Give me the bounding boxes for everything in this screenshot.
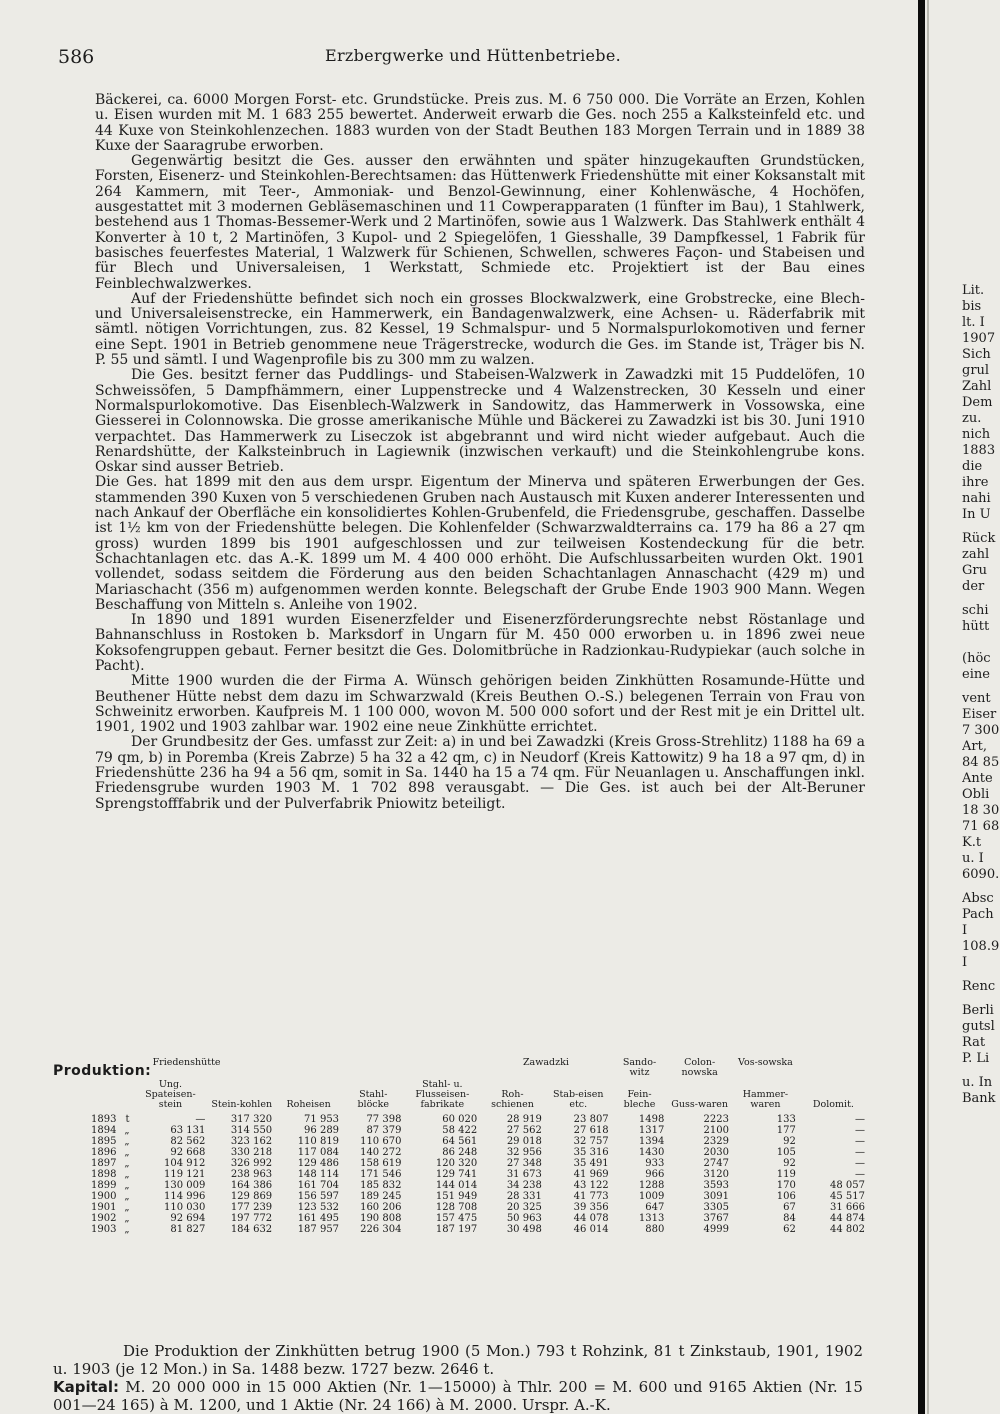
value-cell: 187 197 [435,1224,478,1235]
value-cell: 156 597 [297,1191,340,1202]
group-friedenshuette: Friedenshütte [152,1057,221,1068]
text-fragment: Lit. [962,283,985,298]
value-cell: 1394 [638,1136,665,1147]
value-cell: 27 348 [506,1158,542,1169]
text-fragment: Dem [962,395,993,410]
value-cell: 81 827 [170,1224,206,1235]
value-cell: 120 320 [435,1158,478,1169]
text-fragment: I [962,955,968,970]
value-cell: 71 953 [304,1114,340,1125]
table-row [88,1158,868,1169]
value-cell: 44 078 [573,1213,609,1224]
value-cell: 3091 [703,1191,729,1202]
value-cell: 20 325 [506,1202,542,1213]
unit-marker: „ [124,1202,130,1213]
value-cell: 31 673 [506,1169,542,1180]
year-cell: 1903 „ [91,1224,130,1235]
text-fragment: Ante [962,771,993,786]
capital-paragraph [53,1378,863,1414]
value-cell: — [855,1169,865,1180]
text-fragment: 1883 [962,443,996,458]
table-row [88,1224,868,1235]
table-row [88,1147,868,1158]
text-fragment: u. In [962,1075,993,1090]
value-cell: 3767 [703,1213,729,1224]
year-cell: 1897 „ [91,1158,130,1169]
value-cell: 30 498 [506,1224,542,1235]
value-cell: 104 912 [163,1158,206,1169]
table-row [88,1169,868,1180]
unit-marker: „ [124,1147,130,1158]
production-rows [88,1110,868,1235]
value-cell: 189 245 [360,1191,402,1202]
year-cell: 1893 t [91,1114,130,1125]
value-cell: 3593 [703,1180,729,1191]
value-cell: 226 304 [360,1224,402,1235]
text-fragment: nahi [962,491,991,506]
value-cell: 48 057 [830,1180,865,1191]
paragraph: In 1890 und 1891 wurden Eisenerzfelder und Eisenerzförderungsrechte nebst Röstanlage und Bahnanschluss in Rostoken b. Marksdorf in Ungarn für M. 450 000 erworben u. in 1896 zwei neue Koksofengruppen gebaut. Ferner besitzt die Ges. Dolomitbrüche in Radzionkau-Rudypiekar (auch solche in Pacht). [95,612,865,674]
text-fragment: 18 30 [962,803,1000,818]
column-header: Stab-eisen etc. [552,1089,604,1110]
value-cell: 238 963 [230,1169,273,1180]
value-cell: 933 [645,1158,665,1169]
value-cell: 170 [776,1180,796,1191]
column-header: Dolomit. [812,1099,854,1110]
unit-marker: „ [124,1136,130,1147]
value-cell: 50 963 [506,1213,542,1224]
paragraph: Mitte 1900 wurden die der Firma A. Wünsch gehörigen beiden Zinkhütten Rosamunde-Hütte und Beuthener Hütte nebst dem dazu im Schwarzwald (Kreis Beuthen O.-S.) belegenen Terrain von Frau von Schweinitz erworben. Kaufpreis M. 1 100 000, wovon M. 500 000 sofort und der Rest mit je ein Drittel ult. 1901, 1902 und 1903 zahlbar war. 1902 eine neue Zinkhütte errichtet. [95,673,865,736]
value-cell: 84 [783,1213,796,1224]
value-cell: 44 874 [830,1213,865,1224]
column-header: Ung. Spateisen-stein [145,1079,196,1110]
unit-marker: „ [124,1191,130,1202]
unit-marker: „ [124,1224,130,1235]
text-fragment: u. I [962,851,984,866]
value-cell: 62 [783,1224,796,1235]
value-cell: 326 992 [230,1158,273,1169]
running-title: Erzbergwerke und Hüttenbetriebe. [324,46,622,65]
text-fragment: (höc [962,651,991,666]
text-fragment: schi [962,603,989,618]
text-fragment: eine [962,667,990,682]
table-row [88,1191,868,1202]
text-fragment: die [962,459,983,474]
value-cell: 32 956 [506,1147,542,1158]
value-cell: 82 562 [170,1136,206,1147]
text-fragment: Absc [962,891,994,906]
value-cell: 45 517 [830,1191,865,1202]
production-label: Produktion: [53,1063,152,1079]
text-fragment: Bank [962,1091,996,1106]
text-fragment: Berli [962,1003,994,1018]
text-fragment: 84 85 [962,755,1000,770]
value-cell: 880 [645,1224,665,1235]
fragment-spacer [962,1067,1000,1075]
text-fragment: Eiser [962,707,997,722]
zinc-note: Die Produktion der Zinkhütten betrug 1900 (5 Mon.) 793 t Rohzink, 81 t Zinkstaub, 1901, 1902 u. 1903 (je 12 Mon.) in Sa. 1488 bezw. 1727 bezw. 2646 t. [53,1342,863,1378]
footer-text [53,1342,863,1414]
text-fragment: hütt [962,619,990,634]
text-fragment: gutsl [962,1019,995,1034]
value-cell: 128 708 [435,1202,478,1213]
text-fragment: Renc [962,979,996,994]
adjacent-page-fragment [962,283,1000,1373]
text-fragment: bis [962,299,982,314]
value-cell: 92 [783,1158,796,1169]
value-cell: 119 [776,1169,796,1180]
value-cell: — [855,1125,865,1136]
value-cell: 129 869 [230,1191,273,1202]
fragment-spacer [962,971,1000,979]
paragraph: Auf der Friedenshütte befindet sich noch ein grosses Blockwalzwerk, eine Grobstrecke, eine Blech- und Universaleisenstrecke, ein Hammerwerk, ein Bandagenwalzwerk, eine Achsen- u. Räderfabrik mit sämtl. nötigen Vorrichtungen, zus. 82 Kessel, 19 Schmalspur- und 5 Normalspurlokomotiven und ferner eine Sept. 1901 in Betrieb genommene neue Trägerstrecke, wodurch die Ges. im Stande ist, Träger bis N. P. 55 und sämtl. I und Wagenprofile bis zu 300 mm zu walzen. [95,290,865,369]
fragment-spacer [962,595,1000,603]
paragraph: Gegenwärtig besitzt die Ges. ausser den erwähnten und später hinzugekauften Grundstücken, Forsten, Eisenerz- und Steinkohlen-Berechtsamen: das Hüttenwerk Friedenshütte mit einer Koksanstalt mit 264 Kammern, mit Teer-, Ammoniak- und Benzol-Gewinnung, einer Kohlenwäsche, 4 Hochöfen, ausgestattet mit 3 modernen Gebläsemaschinen und 11 Cowperapparaten (1 fünfter im Bau), 1 Stahlwerk, bestehend aus 1 Thomas-Bessemer-Werk und 2 Martinöfen, sowie aus 1 Walzwerk. Das Stahlwerk enthält 4 Konverter à 10 t, 2 Martinöfen, 3 Kupol- und 2 Spiegelöfen, 1 Giesshalle, 39 Dampfkessel, 1 Fabrik für basisches feuerfestes Material, 1 Walzwerk für Schienen, Schwellen, schweres Façon- und Stabeisen und für Blech und Universaleisen, 1 Werkstatt, Schmiede etc. Projektiert ist der Bau eines Feinblechwalzwerkes. [95,153,865,292]
text-fragment: Zahl [962,379,992,394]
value-cell: 190 808 [360,1213,402,1224]
column-header: Guss-waren [671,1099,729,1110]
value-cell: 314 550 [230,1125,273,1136]
year-cell: 1895 „ [91,1136,130,1147]
text-fragment: In U [962,507,991,522]
value-cell: 158 619 [360,1158,402,1169]
value-cell: — [855,1147,865,1158]
text-fragment: vent [962,691,991,706]
value-cell: 966 [645,1169,665,1180]
value-cell: 1430 [638,1147,665,1158]
text-fragment: I [962,923,968,938]
value-cell: 60 020 [442,1114,478,1125]
value-cell: 119 121 [163,1169,206,1180]
value-cell: 41 969 [573,1169,609,1180]
year-cell: 1901 „ [91,1202,130,1213]
table-row [88,1125,868,1136]
production-group-header [88,1058,868,1080]
column-header: Hammer-waren [742,1089,789,1110]
text-fragment: Sich [962,347,991,362]
value-cell: 160 206 [360,1202,402,1213]
value-cell: 110 670 [360,1136,402,1147]
value-cell: 96 289 [304,1125,340,1136]
value-cell: 64 561 [442,1136,478,1147]
table-row [88,1136,868,1147]
text-fragment: 6090. [962,867,1000,882]
text-fragment: Pach [962,907,994,922]
text-fragment: zahl [962,547,990,562]
fragment-spacer [962,883,1000,891]
year-cell: 1899 „ [91,1180,130,1191]
value-cell: 3305 [703,1202,729,1213]
paragraph: Der Grundbesitz der Ges. umfasst zur Zeit: a) in und bei Zawadzki (Kreis Gross-Strehlitz) 1188 ha 69 a 79 qm, b) in Poremba (Kreis Zabrze) 5 ha 32 a 42 qm, c) in Neudorf (Kreis Kattowitz) 9 ha 18 a 97 qm, d) in Friedenshütte 236 ha 94 a 56 qm, somit in Sa. 1440 ha 15 a 74 qm. Für Neuanlagen u. Anschaffungen inkl. Friedensgrube wurden 1903 M. 1 702 898 verausgabt. — Die Ges. ist auch bei der Alt-Beruner Sprengstofffabrik und der Pulverfabrik Pniowitz beteiligt. [95,734,865,812]
value-cell: 23 807 [573,1114,609,1125]
value-cell: 187 957 [297,1224,340,1235]
value-cell: — [855,1114,865,1125]
unit-marker: „ [124,1180,130,1191]
body-text [95,93,865,812]
paragraph: Die Ges. besitzt ferner das Puddlings- und Stabeisen-Walzwerk in Zawadzki mit 15 Puddelöfen, 10 Schweissöfen, 5 Dampfhämmern, einer Luppenstrecke und 4 Walzenstrecken, 30 Kesseln und einer Normalspurlokomotive. Das Eisenblech-Walzwerk in Sandowitz, das Hammerwerk in Vossowska, eine Giesserei in Colonnowska. Die grosse amerikanische Mühle und Bäckerei zu Zawadzki ist bis 30. Juni 1910 verpachtet. Das Hammerwerk zu Liseczok ist abgebrannt und wird nicht wieder aufgebaut. Auch die Renardshütte, der Kalksteinbruch in Lagiewnik (inzwischen verkauft) und die Steinkohlengrube kons. Oskar sind ausser Betrieb. [95,367,865,476]
unit-marker: t [125,1114,130,1125]
value-cell: 171 546 [360,1169,402,1180]
value-cell: — [195,1114,206,1125]
value-cell: 197 772 [230,1213,273,1224]
value-cell: 161 495 [297,1213,340,1224]
text-fragment: zu. [962,411,982,426]
value-cell: 123 532 [297,1202,340,1213]
year-cell: 1898 „ [91,1169,130,1180]
text-fragment: 1907 [962,331,996,346]
unit-marker: „ [124,1125,130,1136]
value-cell: 129 486 [297,1158,340,1169]
value-cell: 647 [645,1202,665,1213]
table-row [88,1202,868,1213]
group-colonnowska: Colon-nowska [681,1057,718,1078]
text-fragment: P. Li [962,1051,990,1066]
text-fragment: Art, [962,739,987,754]
value-cell: 323 162 [230,1136,273,1147]
text-fragment: K.t [962,835,982,850]
text-fragment: der [962,579,985,594]
paragraph: Die Ges. hat 1899 mit den aus dem urspr. Eigentum der Minerva und späteren Erwerbungen der Ges. stammenden 390 Kuxen von 5 verschiedenen Gruben nach Austausch mit Kuxen anderer Interessenten und nach Ankauf der Oberfläche ein konsolidiertes Kohlen-Grubenfeld, die Friedensgrube, geschaffen. Dasselbe ist 1½ km von der Friedenshütte belegen. Die Kohlenfelder (Schwarzwaldterrains ca. 179 ha 86 a 27 qm gross) wurden 1899 bis 1901 aufgeschlossen und zur teilweisen Kostendeckung für die betr. Schachtanlagen etc. das A.-K. 1899 um M. 4 400 000 erhöht. Die Aufschlussarbeiten wurden Okt. 1901 vollendet, sodass seitdem die Förderung aus den beiden Schachtanlagen Annaschacht (429 m) und Mariaschacht (356 m) aufgenommen werden konnte. Belegschaft der Grube Ende 1903 900 Mann. Wegen Beschaffung von Mitteln s. Anleihe von 1902. [95,474,865,613]
value-cell: 35 316 [573,1147,609,1158]
value-cell: 4999 [703,1224,729,1235]
value-cell: 92 694 [170,1213,206,1224]
value-cell: 157 475 [435,1213,478,1224]
column-header: Stahl- u. Flusseisen-fabrikate [415,1079,470,1110]
value-cell: 2030 [703,1147,729,1158]
text-fragment: 108.9 [962,939,1000,954]
value-cell: 41 773 [573,1191,609,1202]
text-fragment: ihre [962,475,989,490]
value-cell: 2223 [703,1114,729,1125]
value-cell: 77 398 [366,1114,402,1125]
year-cell: 1896 „ [91,1147,130,1158]
value-cell: 39 356 [573,1202,609,1213]
value-cell: 185 832 [360,1180,402,1191]
text-fragment: lt. I [962,315,985,330]
value-cell: 92 [783,1136,796,1147]
value-cell: 28 919 [506,1114,542,1125]
text-fragment: grul [962,363,990,378]
group-zawadzki: Zawadzki [522,1057,569,1068]
value-cell: 87 379 [366,1125,402,1136]
page-gutter-shadow [918,0,925,1414]
column-header: Roh-schienen [491,1089,534,1110]
value-cell: 144 014 [435,1180,478,1191]
value-cell: 1498 [638,1114,665,1125]
value-cell: 105 [776,1147,796,1158]
value-cell: 27 618 [573,1125,609,1136]
value-cell: 3120 [703,1169,729,1180]
text-fragment: nich [962,427,991,442]
value-cell: 35 491 [573,1158,609,1169]
value-cell: 34 238 [506,1180,542,1191]
value-cell: 140 272 [360,1147,402,1158]
value-cell: 130 009 [163,1180,206,1191]
table-row [88,1180,868,1191]
text-fragment: 7 300 [962,723,1000,738]
text-fragment: Rat [962,1035,986,1050]
paragraph: Bäckerei, ca. 6000 Morgen Forst- etc. Grundstücke. Preis zus. M. 6 750 000. Die Vorräte an Erzen, Kohlen u. Eisen wurden mit M. 1 683 255 bewertet. Anderweit erwarb die Ges. noch 255 a Kalksteinfeld etc. und 44 Kuxe von Steinkohlenzechen. 1883 wurden von der Stadt Beuthen 183 Morgen Terrain und in 1889 38 Kuxe der Saaragrube erworben. [95,92,865,154]
group-vossowska: Vos-sowska [737,1057,793,1068]
value-cell: 2329 [703,1136,729,1147]
value-cell: 1009 [638,1191,665,1202]
value-cell: 177 239 [230,1202,273,1213]
table-row [88,1213,868,1224]
value-cell: 161 704 [297,1180,340,1191]
value-cell: 29 018 [506,1136,542,1147]
fragment-spacer [962,643,1000,651]
value-cell: 1288 [638,1180,665,1191]
value-cell: 133 [776,1114,796,1125]
text-fragment: 71 68 [962,819,1000,834]
year-cell: 1902 „ [91,1213,130,1224]
value-cell: 31 666 [830,1202,865,1213]
value-cell: 1317 [638,1125,665,1136]
page-header [58,46,888,70]
table-row [88,1110,868,1125]
value-cell: 330 218 [230,1147,273,1158]
fragment-spacer [962,995,1000,1003]
value-cell: 129 741 [435,1169,478,1180]
value-cell: 27 562 [506,1125,542,1136]
text-fragment: Rück [962,531,996,546]
value-cell: 32 757 [573,1136,609,1147]
unit-marker: „ [124,1158,130,1169]
column-header: Roheisen [286,1099,331,1110]
production-column-header [88,1080,868,1110]
fragment-spacer [962,523,1000,531]
value-cell: 92 668 [170,1147,206,1158]
value-cell: 44 802 [830,1224,865,1235]
value-cell: 2747 [703,1158,729,1169]
value-cell: 110 819 [297,1136,340,1147]
column-header: Fein-bleche [623,1089,656,1110]
page-number: 586 [58,46,95,68]
fragment-spacer [962,635,1000,643]
value-cell: 177 [776,1125,796,1136]
value-cell: 148 114 [297,1169,340,1180]
value-cell: 114 996 [163,1191,206,1202]
column-header: Stein-kohlen [211,1099,273,1110]
text-fragment: Gru [962,563,987,578]
unit-marker: „ [124,1213,130,1224]
year-cell: 1894 „ [91,1125,130,1136]
value-cell: 46 014 [573,1224,609,1235]
value-cell: 43 122 [573,1180,609,1191]
value-cell: 164 386 [230,1180,273,1191]
value-cell: 63 131 [170,1125,206,1136]
value-cell: 2100 [703,1125,729,1136]
value-cell: 86 248 [442,1147,478,1158]
value-cell: 1313 [638,1213,665,1224]
value-cell: 58 422 [442,1125,478,1136]
capital-text: M. 20 000 000 in 15 000 Aktien (Nr. 1—15000) à Thlr. 200 = M. 600 und 9165 Aktien (Nr. 15 001—24 165) à M. 1200, und 1 Aktie (Nr. 24 166) à M. 2000. Urspr. A.-K. [53,1378,863,1414]
unit-marker: „ [124,1169,130,1180]
value-cell: 317 320 [230,1114,273,1125]
value-cell: 151 949 [435,1191,478,1202]
text-fragment: Obli [962,787,990,802]
value-cell: 106 [776,1191,796,1202]
fragment-spacer [962,683,1000,691]
value-cell: 184 632 [230,1224,273,1235]
year-cell: 1900 „ [91,1191,130,1202]
value-cell: 28 331 [506,1191,542,1202]
column-header: Stahl-blöcke [357,1089,390,1110]
value-cell: — [855,1136,865,1147]
group-sandowitz: Sando-witz [622,1057,657,1078]
value-cell: 117 084 [297,1147,340,1158]
capital-label: Kapital: [53,1378,120,1396]
production-table [88,1058,868,1235]
value-cell: 110 030 [163,1202,206,1213]
value-cell: 67 [783,1202,796,1213]
value-cell: — [855,1158,865,1169]
